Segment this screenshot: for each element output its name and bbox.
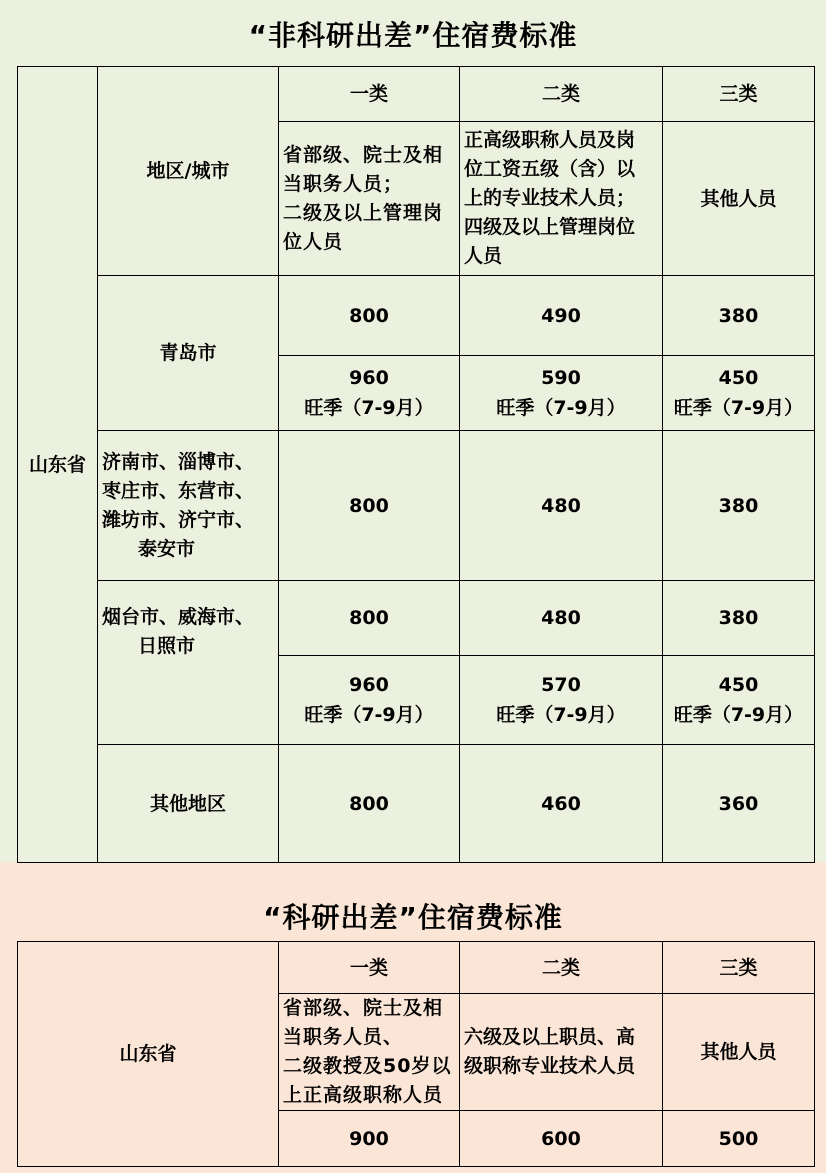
research-province-cell: 山东省 <box>18 942 279 1167</box>
research-value-cell: 500 <box>663 1111 815 1167</box>
value-cell: 460 <box>460 745 663 863</box>
peak-value-cell: 450 旺季（7-9月） <box>663 356 815 431</box>
value-cell: 380 <box>663 581 815 656</box>
research-class2-desc: 六级及以上职员、高 级职称专业技术人员 <box>460 994 663 1111</box>
region-yantai-group: 烟台市、威海市、 日照市 <box>98 581 279 745</box>
peak-value-cell: 590 旺季（7-9月） <box>460 356 663 431</box>
value-cell: 800 <box>279 276 460 356</box>
research-class2-header: 二类 <box>460 942 663 994</box>
value-cell: 800 <box>279 581 460 656</box>
value-cell: 380 <box>663 276 815 356</box>
class2-desc: 正高级职称人员及岗 位工资五级（含）以 上的专业技术人员； 四级及以上管理岗位 人员 <box>460 122 663 276</box>
research-class3-desc: 其他人员 <box>663 994 815 1111</box>
peak-value-cell: 960 旺季（7-9月） <box>279 356 460 431</box>
value-cell: 490 <box>460 276 663 356</box>
research-value-cell: 900 <box>279 1111 460 1167</box>
research-class3-header: 三类 <box>663 942 815 994</box>
research-class1-header: 一类 <box>279 942 460 994</box>
non-research-table <box>17 66 815 863</box>
value-cell: 480 <box>460 431 663 581</box>
peak-value-cell: 450 旺季（7-9月） <box>663 656 815 745</box>
research-table <box>17 941 815 1167</box>
value-cell: 480 <box>460 581 663 656</box>
class3-header: 三类 <box>663 67 815 122</box>
value-cell: 360 <box>663 745 815 863</box>
province-cell: 山东省 <box>18 67 98 863</box>
class2-header: 二类 <box>460 67 663 122</box>
region-jinan-group: 济南市、淄博市、 枣庄市、东营市、 潍坊市、济宁市、 泰安市 <box>98 431 279 581</box>
value-cell: 800 <box>279 431 460 581</box>
research-class1-desc: 省部级、院士及相 当职务人员、 二级教授及50岁以 上正高级职称人员 <box>279 994 460 1111</box>
region-header: 地区/城市 <box>98 67 279 276</box>
class3-desc: 其他人员 <box>663 122 815 276</box>
non-research-title: “非科研出差”住宿费标准 <box>248 19 578 52</box>
value-cell: 380 <box>663 431 815 581</box>
peak-value-cell: 570 旺季（7-9月） <box>460 656 663 745</box>
research-value-cell: 600 <box>460 1111 663 1167</box>
class1-desc: 省部级、院士及相 当职务人员； 二级及以上管理岗 位人员 <box>279 122 460 276</box>
research-title: “科研出差”住宿费标准 <box>263 901 563 934</box>
peak-value-cell: 960 旺季（7-9月） <box>279 656 460 745</box>
region-qingdao: 青岛市 <box>98 276 279 431</box>
region-other: 其他地区 <box>98 745 279 863</box>
value-cell: 800 <box>279 745 460 863</box>
class1-header: 一类 <box>279 67 460 122</box>
